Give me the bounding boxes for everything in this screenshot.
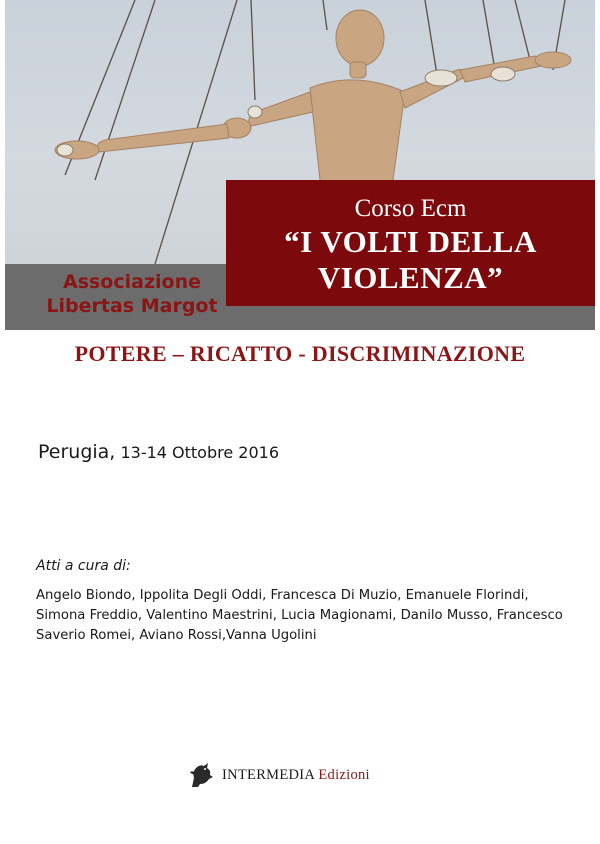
event-city: Perugia, xyxy=(38,441,116,463)
subtitle: POTERE – RICATTO - DISCRIMINAZIONE xyxy=(74,341,526,366)
editors-label: Atti a cura di: xyxy=(36,558,131,574)
course-label: Corso Ecm xyxy=(354,195,467,222)
course-title: “I VOLTI DELLA VIOLENZA” xyxy=(284,224,537,295)
editors-list: Angelo Biondo, Ippolita Degli Oddi, Francesca Di Muzio, Emanuele Florindi, Simona Freddio, Valentino Maestrini, Lucia Magionami, Danilo Musso, Francesco Saverio Romei, Aviano Rossi,Vanna Ugolini xyxy=(36,588,563,643)
marionette-figure xyxy=(55,10,571,188)
event-place-date xyxy=(38,441,279,463)
publisher-name xyxy=(222,767,370,784)
event-dates: 13-14 Ottobre 2016 xyxy=(120,443,279,462)
publisher-name-edizioni: Edizioni xyxy=(318,766,370,783)
griffin-logo-icon xyxy=(186,760,216,790)
publisher-name-main: INTERMEDIA xyxy=(222,766,315,783)
publisher xyxy=(186,760,370,790)
association-name: Associazione Libertas Margot xyxy=(46,271,218,317)
